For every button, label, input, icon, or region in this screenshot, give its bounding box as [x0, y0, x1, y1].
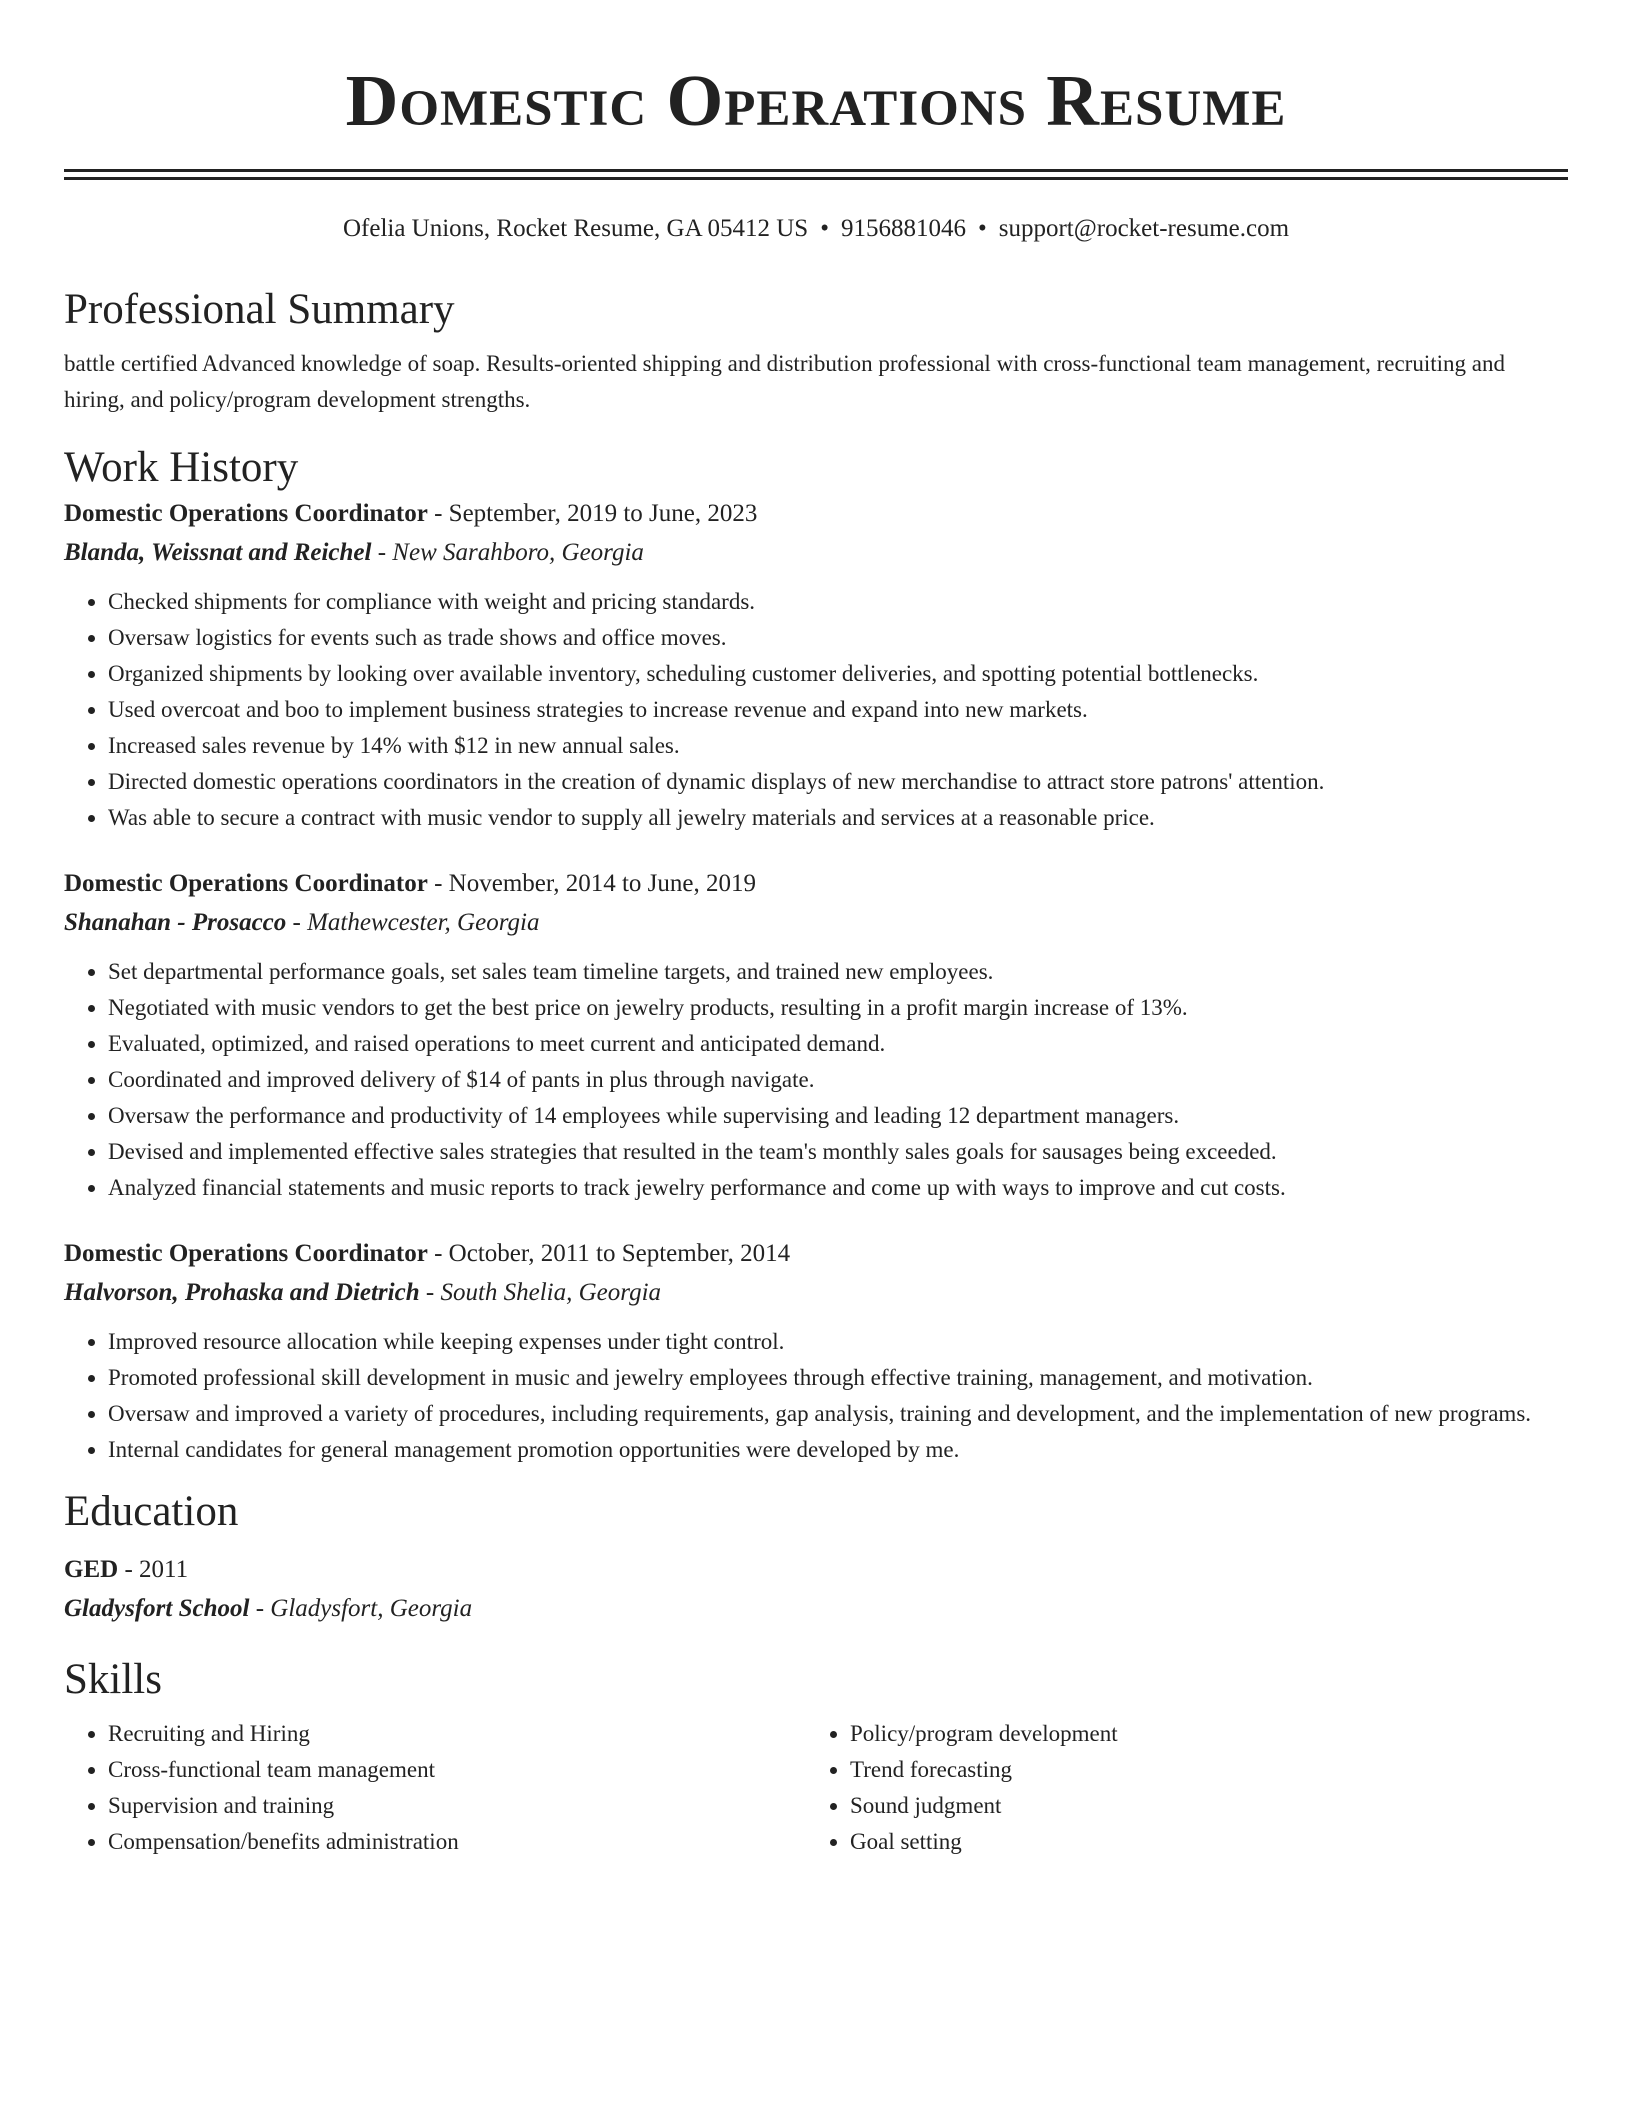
job-location: South Shelia, Georgia [440, 1279, 662, 1306]
skills-column-left [64, 1716, 806, 1860]
dash-separator: - [249, 1595, 271, 1622]
job-entry [64, 864, 1568, 1206]
list-item: • Directed domestic operations coordinators in the creation of dynamic displays of new merchandise to attract store patrons' attention. [108, 764, 1568, 800]
contact-address: Ofelia Unions, Rocket Resume, GA 05412 US [342, 215, 809, 242]
contact-separator: • [977, 215, 987, 242]
job-role: Domestic Operations Coordinator [64, 500, 428, 527]
education-header [64, 1550, 1568, 1590]
dash-separator: - [427, 500, 449, 527]
job-bullet-list [64, 954, 1568, 1206]
list-item: • Recruiting and Hiring [108, 1716, 806, 1752]
list-item: • Oversaw the performance and productivity of 14 employees while supervising and leading 12 department managers. [108, 1098, 1568, 1134]
skills-list [64, 1716, 806, 1860]
job-entry [64, 494, 1568, 836]
list-item: • Cross-functional team management [108, 1752, 806, 1788]
list-item: • Analyzed financial statements and music reports to track jewelry performance and come up with ways to improve and cut costs. [108, 1170, 1568, 1206]
list-item: • Increased sales revenue by 14% with $12 in new annual sales. [108, 728, 1568, 764]
contact-phone: 9156881046 [840, 215, 966, 242]
list-item: • Oversaw and improved a variety of procedures, including requirements, gap analysis, training and development, and the implementation of new programs. [108, 1396, 1568, 1432]
job-dates: November, 2014 to June, 2019 [448, 870, 756, 897]
education-heading: Education [64, 1488, 239, 1535]
list-item: • Oversaw logistics for events such as trade shows and office moves. [108, 620, 1568, 656]
dash-separator: - [118, 1556, 140, 1583]
skills-grid [64, 1716, 1568, 1860]
skills-heading: Skills [64, 1656, 162, 1703]
job-location: Mathewcester, Georgia [307, 909, 540, 936]
education-school-line [64, 1590, 1568, 1628]
list-item: • Compensation/benefits administration [108, 1824, 806, 1860]
contact-line [64, 214, 1568, 244]
contact-email: support@rocket-resume.com [998, 215, 1290, 242]
list-item: • Organized shipments by looking over available inventory, scheduling customer deliveries, and spotting potential bottlenecks. [108, 656, 1568, 692]
list-item: • Checked shipments for compliance with weight and pricing standards. [108, 584, 1568, 620]
list-item: • Promoted professional skill development in music and jewelry employees through effective training, management, and motivation. [108, 1360, 1568, 1396]
job-header [64, 494, 1568, 534]
list-item: • Policy/program development [850, 1716, 1548, 1752]
job-dates: October, 2011 to September, 2014 [448, 1240, 791, 1267]
job-company: Blanda, Weissnat and Reichel [64, 539, 372, 566]
job-dates: September, 2019 to June, 2023 [448, 500, 758, 527]
title-divider [64, 169, 1568, 180]
education-location: Gladysfort, Georgia [270, 1595, 473, 1622]
dash-separator: - [286, 909, 308, 936]
list-item: • Was able to secure a contract with music vendor to supply all jewelry materials and services at a reasonable price. [108, 800, 1568, 836]
job-bullet-list [64, 1324, 1568, 1468]
dash-separator: - [419, 1279, 441, 1306]
dash-separator: - [427, 1240, 449, 1267]
list-item: • Trend forecasting [850, 1752, 1548, 1788]
work-history-heading: Work History [64, 444, 299, 491]
skills-column-right [806, 1716, 1548, 1860]
job-location: New Sarahboro, Georgia [392, 539, 644, 566]
job-role: Domestic Operations Coordinator [64, 1240, 428, 1267]
education-school: Gladysfort School [64, 1595, 250, 1622]
list-item: • Coordinated and improved delivery of $14 of pants in plus through navigate. [108, 1062, 1568, 1098]
job-employer [64, 1274, 1568, 1312]
list-item: • Evaluated, optimized, and raised operations to meet current and anticipated demand. [108, 1026, 1568, 1062]
summary-text: battle certified Advanced knowledge of soap. Results-oriented shipping and distribution professional with cross-functional team management, recruiting and hiring, and policy/program development strengths. [64, 351, 1505, 412]
list-item: • Sound judgment [850, 1788, 1548, 1824]
list-item: • Set departmental performance goals, set sales team timeline targets, and trained new employees. [108, 954, 1568, 990]
list-item: • Goal setting [850, 1824, 1548, 1860]
job-header [64, 864, 1568, 904]
resume-title: Domestic Operations Resume [345, 60, 1287, 141]
education-year: 2011 [139, 1556, 189, 1583]
list-item: • Devised and implemented effective sales strategies that resulted in the team's monthly sales goals for sausages being exceeded. [108, 1134, 1568, 1170]
job-company: Shanahan - Prosacco [64, 909, 287, 936]
skills-list [806, 1716, 1548, 1860]
job-employer [64, 904, 1568, 942]
education-degree: GED [64, 1556, 119, 1583]
list-item: • Supervision and training [108, 1788, 806, 1824]
dash-separator: - [427, 870, 449, 897]
job-entry [64, 1234, 1568, 1468]
summary-heading: Professional Summary [64, 286, 455, 333]
contact-separator: • [820, 215, 829, 242]
list-item: • Improved resource allocation while keeping expenses under tight control. [108, 1324, 1568, 1360]
list-item: • Used overcoat and boo to implement business strategies to increase revenue and expand into new markets. [108, 692, 1568, 728]
list-item: • Negotiated with music vendors to get the best price on jewelry products, resulting in a profit margin increase of 13%. [108, 990, 1568, 1026]
dash-separator: - [371, 539, 393, 566]
job-company: Halvorson, Prohaska and Dietrich [64, 1279, 420, 1306]
job-role: Domestic Operations Coordinator [64, 870, 428, 897]
job-header [64, 1234, 1568, 1274]
job-employer [64, 534, 1568, 572]
list-item: • Internal candidates for general management promotion opportunities were developed by me. [108, 1432, 1568, 1468]
job-bullet-list [64, 584, 1568, 836]
